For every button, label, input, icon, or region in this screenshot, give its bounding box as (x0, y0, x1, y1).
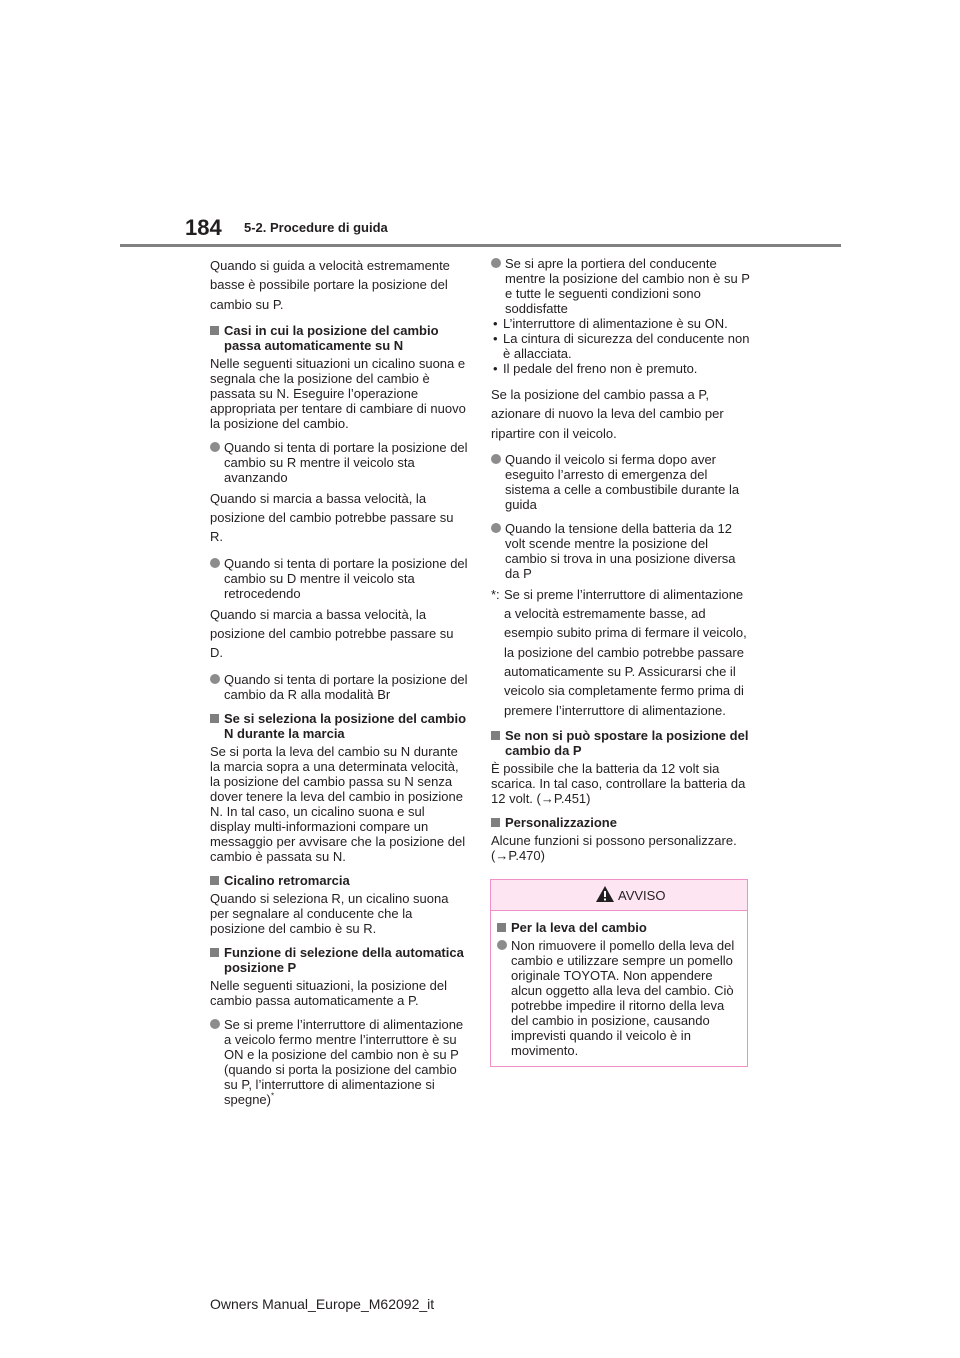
circle-bullet-icon (210, 442, 220, 452)
circle-bullet-icon (491, 454, 501, 464)
list-item-text: Quando si tenta di portare la posizione del cambio su R mentre il veicolo sta avanzando (224, 439, 468, 485)
circle-bullet-icon (210, 558, 220, 568)
right-column (491, 256, 753, 872)
sub-list-text: L’interruttore di alimentazione è su ON. (503, 316, 728, 331)
square-bullet-icon (210, 876, 219, 885)
warning-text: Non rimuovere il pomello della leva del cambio e utilizzare sempre un pomello originale TOYOTA. Non appendere alcun oggetto alla leva del cambio. Ciò potrebbe impedire il ritorno della leva del cambio in posizione, causando imprevisti quando il veicolo è in movimento. (511, 938, 735, 1058)
footnote-marker: *: (491, 586, 500, 602)
list-item-text: Se si preme l’interruttore di alimentazione a veicolo fermo mentre l’interruttore è su ON e la posizione del cambio non è su P (quando si porta la posizione del cambio su P, l’interruttore di alimentazione si spegne) (224, 1016, 464, 1107)
paragraph: Quando si marcia a bassa velocità, la posizione del cambio potrebbe passare su R. (210, 490, 454, 545)
section-heading (491, 815, 753, 830)
heading-text: Personalizzazione (505, 814, 617, 830)
paragraph: Nelle seguenti situazioni, la posizione del cambio passa automaticamente a P. (210, 977, 448, 1008)
list-item (210, 672, 468, 702)
sub-list-text: La cintura di sicurezza del conducente non è allacciata. (503, 331, 750, 361)
paragraph-text: Alcune funzioni si possono personalizzare. ( (491, 832, 737, 863)
left-column (210, 256, 468, 1111)
circle-bullet-icon (210, 1019, 220, 1029)
section-title: 5-2. Procedure di guida (244, 220, 388, 235)
circle-bullet-icon (497, 940, 507, 950)
paragraph: Quando si guida a velocità estremamente basse è possibile portare la posizione del cambio su P. (210, 258, 450, 312)
paragraph: Nelle seguenti situazioni un cicalino suona e segnala che la posizione del cambio è passata su N. Eseguire l’operazione appropriata per tentare di cambiare di nuovo la posizione del cambio. (210, 355, 466, 431)
warning-list-item (497, 938, 739, 1058)
square-bullet-icon (210, 714, 219, 723)
footer-text: Owners Manual_Europe_M62092_it (210, 1296, 435, 1312)
bullet-glyph: • (493, 361, 498, 376)
paragraph: Quando si marcia a bassa velocità, la posizione del cambio potrebbe passare su D. (210, 606, 454, 661)
list-item-text: Quando si tenta di portare la posizione del cambio da R alla modalità Br (224, 671, 468, 702)
section-heading (210, 945, 468, 975)
list-item (210, 556, 468, 601)
square-bullet-icon (210, 948, 219, 957)
warning-title: AVVISO (618, 888, 666, 903)
warning-header (491, 880, 747, 911)
heading-text: Casi in cui la posizione del cambio passa automaticamente su N (224, 322, 439, 353)
heading-text: Cicalino retromarcia (224, 872, 350, 888)
circle-bullet-icon (210, 674, 220, 684)
sub-list-item (491, 316, 753, 331)
warning-body (491, 911, 747, 1058)
paragraph: Se la posizione del cambio passa a P, azionare di nuovo la leva del cambio per ripartire con il veicolo. (491, 387, 724, 441)
section-heading (210, 323, 468, 353)
square-bullet-icon (210, 326, 219, 335)
section-heading (210, 711, 468, 741)
list-item-text: Quando si tenta di portare la posizione del cambio su D mentre il veicolo sta retrocedendo (224, 555, 468, 601)
heading-text: Per la leva del cambio (511, 920, 647, 935)
bullet-glyph: • (493, 316, 498, 331)
heading-text: Se si seleziona la posizione del cambio N durante la marcia (224, 710, 467, 741)
circle-bullet-icon (491, 523, 501, 533)
circle-bullet-icon (491, 258, 501, 268)
header-divider (120, 244, 841, 247)
warning-box (490, 879, 748, 1067)
sub-list-item (491, 331, 753, 361)
heading-text: Funzione di selezione della automatica posizione P (224, 944, 464, 975)
warning-triangle-icon (595, 885, 615, 903)
page-reference-link[interactable]: →P.451 (540, 790, 587, 806)
square-bullet-icon (491, 818, 500, 827)
paragraph-text: ) (540, 847, 545, 863)
paragraph-text: ) (586, 790, 591, 806)
list-item-text: Se si apre la portiera del conducente mentre la posizione del cambio non è su P e tutte le seguenti condizioni sono soddisfatte (505, 256, 750, 316)
list-item-text: Quando la tensione della batteria da 12 volt scende mentre la posizione del cambio si trova in una posizione diversa da P (505, 520, 736, 581)
list-item (491, 521, 753, 581)
paragraph-text: È possibile che la batteria da 12 volt sia scarica. In tal caso, controllare la batteria da 12 volt. ( (491, 760, 746, 806)
list-item (491, 452, 753, 512)
bullet-glyph: • (493, 331, 498, 346)
paragraph: Se si porta la leva del cambio su N durante la marcia sopra a una determinata velocità, la posizione del cambio passa su N senza dover tenere la leva del cambio in posizione N. In tal caso, un cicalino suona e sul display multi-informazioni compare un messaggio per avvisare che la posizione del cambio è passata su N. (210, 743, 466, 864)
paragraph (491, 761, 753, 806)
list-item (210, 440, 468, 485)
page-number: 184 (185, 215, 222, 240)
section-heading (491, 728, 753, 758)
footnote-text: Se si preme l’interruttore di alimentazione a velocità estremamente basse, ad esempio subito prima di fermare il veicolo, la posizione del cambio potrebbe passare automaticamente su P. Assicurarsi che il veicolo sia completamente fermo prima di premere l’interruttore di alimentazione. (504, 586, 747, 718)
heading-text: Se non si può spostare la posizione del cambio da P (505, 727, 749, 758)
footnote-marker: * (270, 1091, 275, 1101)
footnote (491, 585, 753, 720)
list-item-text: Quando il veicolo si ferma dopo aver eseguito l’arresto di emergenza del sistema a celle a combustibile durante la guida (505, 451, 740, 512)
sub-list-item (491, 361, 753, 376)
page-reference-link[interactable]: →P.470 (495, 847, 541, 863)
list-item (210, 1017, 468, 1107)
paragraph: Quando si seleziona R, un cicalino suona per segnalare al conducente che la posizione del cambio è su R. (210, 890, 449, 936)
warning-heading (497, 920, 739, 935)
square-bullet-icon (497, 923, 506, 932)
paragraph (491, 833, 753, 863)
section-heading (210, 873, 468, 888)
list-item (491, 256, 753, 316)
sub-list-text: Il pedale del freno non è premuto. (503, 361, 698, 376)
square-bullet-icon (491, 731, 500, 740)
